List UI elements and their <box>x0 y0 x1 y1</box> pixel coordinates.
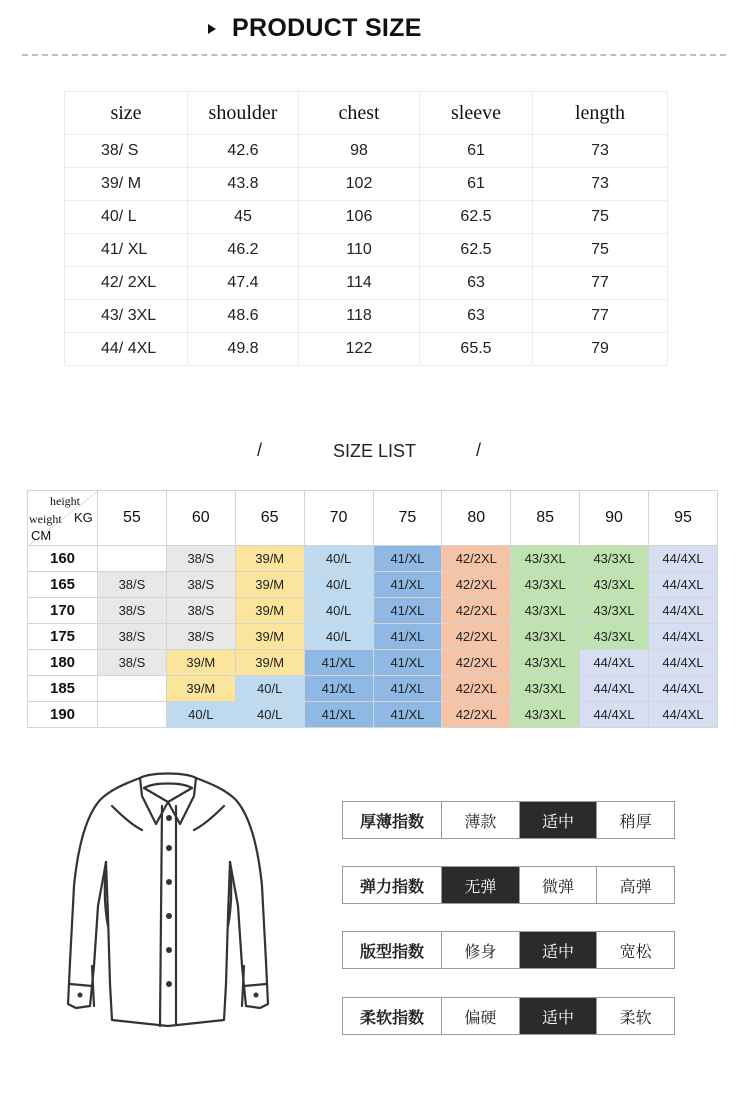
measurement-cell: 42.6 <box>188 135 299 168</box>
size-recommendation-cell: 43/3XL <box>511 702 580 728</box>
size-list-title: SIZE LIST <box>333 441 417 461</box>
size-recommendation-cell: 41/XL <box>304 650 373 676</box>
index-option: 修身 <box>441 932 519 968</box>
index-option-selected: 适中 <box>519 802 597 838</box>
measurement-cell: 79 <box>533 333 668 366</box>
column-header: shoulder <box>188 92 299 135</box>
size-recommendation-cell: 41/XL <box>373 650 442 676</box>
weight-header-cell: 80 <box>442 491 511 546</box>
size-cell: 44/ 4XL <box>65 333 188 366</box>
corner-height-label: height <box>50 494 80 508</box>
size-recommendation-cell: 43/3XL <box>580 598 649 624</box>
index-label: 弹力指数 <box>359 878 424 896</box>
weight-header-cell: 60 <box>166 491 235 546</box>
fabric-index-bar <box>342 997 675 1035</box>
measurement-cell: 98 <box>299 135 420 168</box>
height-cell: 165 <box>28 572 98 598</box>
index-option-selected: 适中 <box>519 932 597 968</box>
size-recommendation-cell: 43/3XL <box>511 676 580 702</box>
size-recommendation-cell: 43/3XL <box>511 624 580 650</box>
size-recommendation-cell: 40/L <box>235 702 304 728</box>
measurement-cell: 118 <box>299 300 420 333</box>
size-recommendation-cell: 44/4XL <box>649 572 718 598</box>
size-recommendation-cell: 40/L <box>304 546 373 572</box>
weight-header-row <box>28 491 718 546</box>
size-list-row <box>28 624 718 650</box>
measurement-cell: 61 <box>420 168 533 201</box>
size-recommendation-cell <box>98 676 167 702</box>
fabric-index-bar <box>342 801 675 839</box>
measurement-cell: 106 <box>299 201 420 234</box>
size-list-row <box>28 598 718 624</box>
fabric-index-bar <box>342 931 675 969</box>
height-cell: 185 <box>28 676 98 702</box>
weight-header-cell: 95 <box>649 491 718 546</box>
shirt-buttons <box>64 766 272 1030</box>
size-list-row <box>28 650 718 676</box>
size-recommendation-cell: 43/3XL <box>511 650 580 676</box>
size-recommendation-cell: 41/XL <box>373 702 442 728</box>
measurement-cell: 63 <box>420 267 533 300</box>
title-slash: / <box>257 440 263 460</box>
size-recommendation-cell: 44/4XL <box>649 676 718 702</box>
corner-weight-label: weight <box>29 512 62 526</box>
index-option-selected: 无弹 <box>441 867 519 903</box>
size-recommendation-cell: 42/2XL <box>442 702 511 728</box>
size-recommendation-cell: 38/S <box>166 598 235 624</box>
measurement-cell: 77 <box>533 267 668 300</box>
weight-header-cell: 65 <box>235 491 304 546</box>
measurement-cell: 73 <box>533 135 668 168</box>
size-recommendation-cell: 38/S <box>98 598 167 624</box>
measurement-cell: 102 <box>299 168 420 201</box>
measurement-cell: 73 <box>533 168 668 201</box>
weight-header-cell: 75 <box>373 491 442 546</box>
size-recommendation-cell: 44/4XL <box>649 624 718 650</box>
size-recommendation-cell: 41/XL <box>373 546 442 572</box>
size-recommendation-cell: 42/2XL <box>442 546 511 572</box>
measurement-cell: 75 <box>533 234 668 267</box>
size-recommendation-cell: 43/3XL <box>580 624 649 650</box>
size-recommendation-cell: 39/M <box>235 546 304 572</box>
size-recommendation-cell: 39/M <box>166 650 235 676</box>
size-recommendation-cell: 40/L <box>304 598 373 624</box>
fabric-index-bar <box>342 866 675 904</box>
column-header: chest <box>299 92 420 135</box>
weight-header-cell: 90 <box>580 491 649 546</box>
size-recommendation-cell: 39/M <box>166 676 235 702</box>
size-row <box>65 300 668 333</box>
size-recommendation-cell: 41/XL <box>373 572 442 598</box>
column-header: length <box>533 92 668 135</box>
index-option: 柔软 <box>596 998 674 1034</box>
index-option: 偏硬 <box>441 998 519 1034</box>
measurement-cell: 46.2 <box>188 234 299 267</box>
measurement-cell: 61 <box>420 135 533 168</box>
play-arrow-icon <box>208 24 216 34</box>
measurement-cell: 62.5 <box>420 234 533 267</box>
measurement-cell: 48.6 <box>188 300 299 333</box>
measurement-cell: 75 <box>533 201 668 234</box>
size-recommendation-cell: 44/4XL <box>580 676 649 702</box>
size-recommendation-cell: 38/S <box>166 624 235 650</box>
size-row <box>65 234 668 267</box>
size-list-row <box>28 676 718 702</box>
product-size-header-row <box>65 92 668 135</box>
size-list-table <box>27 490 718 728</box>
measurement-cell: 49.8 <box>188 333 299 366</box>
size-list-row <box>28 572 718 598</box>
dashed-divider <box>22 54 726 56</box>
size-cell: 43/ 3XL <box>65 300 188 333</box>
index-label: 版型指数 <box>359 943 424 961</box>
size-cell: 40/ L <box>65 201 188 234</box>
size-recommendation-cell: 41/XL <box>373 676 442 702</box>
size-recommendation-cell: 44/4XL <box>649 546 718 572</box>
size-recommendation-cell: 38/S <box>98 572 167 598</box>
size-recommendation-cell: 38/S <box>98 650 167 676</box>
size-row <box>65 267 668 300</box>
size-recommendation-cell: 40/L <box>304 572 373 598</box>
size-recommendation-cell: 41/XL <box>373 624 442 650</box>
size-recommendation-cell: 44/4XL <box>580 702 649 728</box>
index-label: 柔软指数 <box>359 1009 424 1027</box>
page-header <box>0 10 750 50</box>
size-recommendation-cell: 41/XL <box>373 598 442 624</box>
column-header: sleeve <box>420 92 533 135</box>
size-row <box>65 168 668 201</box>
measurement-cell: 47.4 <box>188 267 299 300</box>
index-option: 薄款 <box>441 802 519 838</box>
size-recommendation-cell: 42/2XL <box>442 572 511 598</box>
index-option: 稍厚 <box>596 802 674 838</box>
index-option: 高弹 <box>596 867 674 903</box>
size-row <box>65 135 668 168</box>
size-recommendation-cell: 38/S <box>98 624 167 650</box>
size-recommendation-cell <box>98 702 167 728</box>
size-recommendation-cell: 39/M <box>235 624 304 650</box>
measurement-cell: 63 <box>420 300 533 333</box>
size-list-row <box>28 702 718 728</box>
page-title: PRODUCT SIZE <box>232 14 422 42</box>
size-cell: 38/ S <box>65 135 188 168</box>
size-recommendation-cell: 40/L <box>235 676 304 702</box>
size-recommendation-cell: 38/S <box>166 572 235 598</box>
height-cell: 160 <box>28 546 98 572</box>
size-recommendation-cell: 40/L <box>166 702 235 728</box>
size-recommendation-cell <box>98 546 167 572</box>
corner-kg-label: KG <box>74 510 93 525</box>
title-slash: / <box>476 440 482 460</box>
height-cell: 175 <box>28 624 98 650</box>
size-recommendation-cell: 44/4XL <box>649 650 718 676</box>
size-recommendation-cell: 42/2XL <box>442 650 511 676</box>
height-cell: 180 <box>28 650 98 676</box>
measurement-cell: 65.5 <box>420 333 533 366</box>
size-recommendation-cell: 42/2XL <box>442 624 511 650</box>
size-recommendation-cell: 44/4XL <box>649 598 718 624</box>
size-recommendation-cell: 44/4XL <box>649 702 718 728</box>
corner-cm-label: CM <box>31 528 52 543</box>
size-recommendation-cell: 41/XL <box>304 702 373 728</box>
index-option: 宽松 <box>596 932 674 968</box>
size-list-row <box>28 546 718 572</box>
index-option: 微弹 <box>519 867 597 903</box>
index-option-selected: 适中 <box>519 998 597 1034</box>
size-recommendation-cell: 38/S <box>166 546 235 572</box>
size-recommendation-cell: 43/3XL <box>511 546 580 572</box>
size-recommendation-cell: 43/3XL <box>511 572 580 598</box>
size-row <box>65 201 668 234</box>
index-label: 厚薄指数 <box>359 813 424 831</box>
size-recommendation-cell: 42/2XL <box>442 598 511 624</box>
header-corner-cell <box>28 491 98 546</box>
size-recommendation-cell: 43/3XL <box>511 598 580 624</box>
weight-header-cell: 70 <box>304 491 373 546</box>
size-cell: 41/ XL <box>65 234 188 267</box>
measurement-cell: 77 <box>533 300 668 333</box>
measurement-cell: 43.8 <box>188 168 299 201</box>
column-header: size <box>65 92 188 135</box>
size-recommendation-cell: 41/XL <box>304 676 373 702</box>
measurement-cell: 122 <box>299 333 420 366</box>
height-cell: 190 <box>28 702 98 728</box>
size-cell: 39/ M <box>65 168 188 201</box>
size-cell: 42/ 2XL <box>65 267 188 300</box>
measurement-cell: 45 <box>188 201 299 234</box>
size-recommendation-cell: 40/L <box>304 624 373 650</box>
measurement-cell: 114 <box>299 267 420 300</box>
size-recommendation-cell: 39/M <box>235 650 304 676</box>
weight-header-cell: 55 <box>98 491 167 546</box>
size-recommendation-cell: 44/4XL <box>580 650 649 676</box>
measurement-cell: 110 <box>299 234 420 267</box>
size-recommendation-cell: 42/2XL <box>442 676 511 702</box>
size-recommendation-cell: 39/M <box>235 572 304 598</box>
size-recommendation-cell: 43/3XL <box>580 572 649 598</box>
size-row <box>65 333 668 366</box>
product-size-table <box>64 91 668 366</box>
measurement-cell: 62.5 <box>420 201 533 234</box>
size-recommendation-cell: 39/M <box>235 598 304 624</box>
weight-header-cell: 85 <box>511 491 580 546</box>
size-recommendation-cell: 43/3XL <box>580 546 649 572</box>
height-cell: 170 <box>28 598 98 624</box>
